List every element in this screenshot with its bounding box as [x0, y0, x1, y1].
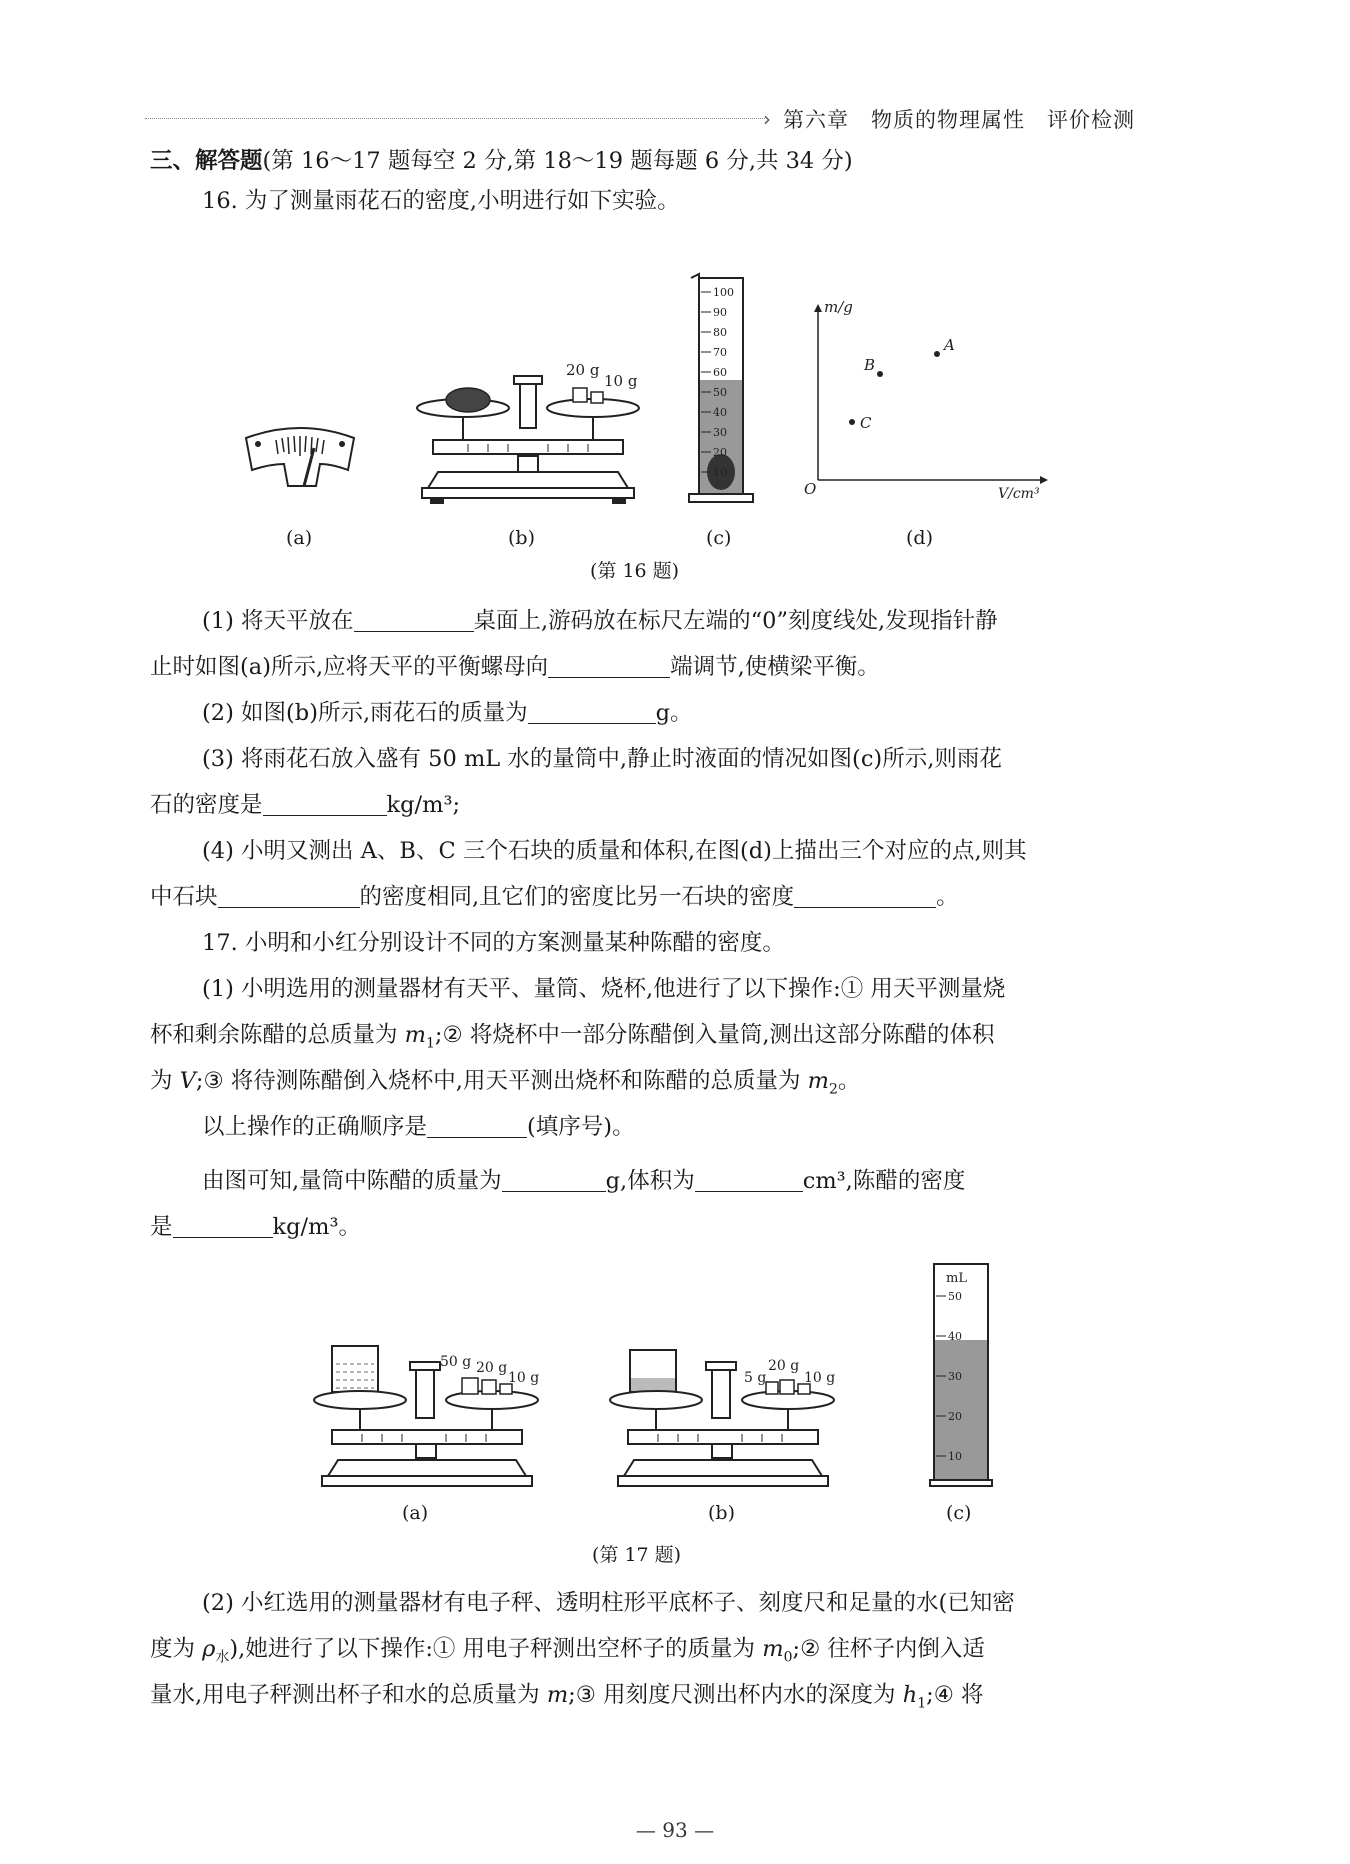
- q17-p2-text-c: ;② 往杯子内倒入适: [792, 1636, 985, 1662]
- q16-graph-origin: O: [804, 480, 817, 498]
- q16-graph-xlabel: V/cm³: [998, 486, 1040, 502]
- q17-p2-text-e: ;③ 用刻度尺测出杯内水的深度为: [568, 1682, 903, 1708]
- q16-blank-6[interactable]: [794, 885, 936, 908]
- q16-stem: 16. 为了测量雨花石的密度,小明进行如下实验。: [202, 188, 680, 214]
- q16-p1-text-b: 桌面上,游码放在标尺左端的“0”刻度线处,发现指针静: [473, 608, 998, 634]
- q16-cyl-tick-label-90: 90: [713, 306, 727, 319]
- q16-point-c-label: C: [860, 414, 872, 432]
- q16-fig-c-label: (c): [706, 527, 732, 549]
- q17-part1-line1: (1) 小明选用的测量器材有天平、量筒、烧杯,他进行了以下操作:① 用天平测量烧: [202, 976, 1006, 1002]
- q16-point-a-label: A: [944, 336, 955, 354]
- q16-p1-text-d: 端调节,使横梁平衡。: [670, 654, 880, 680]
- q16-blank-2[interactable]: [548, 655, 670, 678]
- q17-cyl-unit: mL: [946, 1271, 967, 1286]
- q17-cyl-tick-label-20: 20: [948, 1410, 962, 1423]
- q16-point-a: [934, 351, 940, 357]
- q17-var-m0: m: [762, 1636, 784, 1662]
- q17b-weight-5g: 5 g: [744, 1370, 767, 1386]
- q16-part3-line2: [150, 790, 1150, 820]
- q17-result-line1: [202, 1166, 1150, 1196]
- q16-part3-line1: (3) 将雨花石放入盛有 50 mL 水的量筒中,静止时液面的情况如图(c)所示,则雨花: [202, 746, 1002, 772]
- q16-fig-d-label: (d): [906, 527, 933, 549]
- q17-res-text-b: g,体积为: [605, 1168, 695, 1194]
- q17-res-text-c: cm³,陈醋的密度: [802, 1168, 966, 1194]
- q17-order-text-b: (填序号)。: [527, 1114, 635, 1140]
- q16-blank-4[interactable]: [263, 793, 387, 816]
- q17-var-rho: ρ: [202, 1636, 216, 1662]
- q16-fig-a-label: (a): [286, 527, 313, 549]
- q17-part1-line2: [150, 1020, 1150, 1059]
- q17-fig-b-label: (b): [708, 1502, 735, 1524]
- q17-res-text-e: kg/m³。: [272, 1214, 361, 1240]
- q16-cyl-tick-label-100: 100: [713, 286, 734, 299]
- q16-cyl-tick-label-40: 40: [713, 406, 727, 419]
- q16-point-b: [877, 371, 883, 377]
- q16-fig-d-graph: [798, 298, 1058, 504]
- q17a-weight-20g: 20 g: [476, 1360, 508, 1376]
- q16-point-c: [849, 419, 855, 425]
- q17-fig-b-balance: [608, 1342, 848, 1492]
- q17-order-text-a: 以上操作的正确顺序是: [202, 1114, 428, 1140]
- q17-var-m1-sub: 1: [426, 1035, 435, 1052]
- q17-cyl-tick-label-10: 10: [948, 1450, 962, 1463]
- q17-p2-text-a: 度为: [150, 1636, 203, 1662]
- q17-fig-a-balance: [312, 1342, 552, 1492]
- q17-part2-line2: [150, 1634, 1150, 1673]
- q16-p1-text-c: 止时如图(a)所示,应将天平的平衡螺母向: [150, 654, 549, 680]
- q17-cyl-tick-label-30: 30: [948, 1370, 962, 1383]
- q17-cyl-tick-label-50: 50: [948, 1290, 962, 1303]
- q16-part2: [202, 698, 1150, 728]
- section-title: 三、解答题: [150, 148, 263, 174]
- q16-cyl-tick-label-60: 60: [713, 366, 727, 379]
- q16-fig-b-label: (b): [508, 527, 535, 549]
- q17-fig-a-label: (a): [402, 1502, 429, 1524]
- q16-p3-text-a: 石的密度是: [150, 792, 263, 818]
- q17-res-text-d: 是: [150, 1214, 173, 1240]
- q16-weight-20g: 20 g: [566, 361, 600, 379]
- q16-p2-text-b: g。: [655, 700, 693, 726]
- q16-fig-b-balance: [408, 360, 648, 505]
- page-number: — 93 —: [635, 1818, 715, 1842]
- q17a-weight-10g: 10 g: [508, 1370, 540, 1386]
- q17-var-V: V: [179, 1068, 196, 1094]
- q16-cyl-tick-label-70: 70: [713, 346, 727, 359]
- header-rule: [145, 118, 765, 119]
- q16-cyl-tick-label-80: 80: [713, 326, 727, 339]
- q16-p1-text-a: (1) 将天平放在: [202, 608, 354, 634]
- q16-cyl-tick-label-50: 50: [713, 386, 727, 399]
- q17-var-m1: m: [404, 1022, 426, 1048]
- q17-var-h1: h: [902, 1682, 918, 1708]
- q16-blank-3[interactable]: [528, 701, 656, 724]
- q17-cyl-tick-label-40: 40: [948, 1330, 962, 1343]
- q17-p2-text-f: ;④ 将: [926, 1682, 984, 1708]
- q17b-weight-10g: 10 g: [804, 1370, 836, 1386]
- q17-fig-c-cylinder: [926, 1260, 996, 1488]
- q17-res-text-a: 由图可知,量筒中陈醋的质量为: [202, 1168, 502, 1194]
- q16-fig-a-pointer-scale: [240, 418, 360, 518]
- q17-p2-text-d: 量水,用电子秤测出杯子和水的总质量为: [150, 1682, 547, 1708]
- q16-p4-text-c: 。: [936, 884, 959, 910]
- q17-stem: 17. 小明和小红分别设计不同的方案测量某种陈醋的密度。: [202, 930, 785, 956]
- q17-var-m0-sub: 0: [783, 1649, 793, 1666]
- header-arrow-icon: ›: [763, 107, 771, 131]
- q16-fig-c-cylinder: [683, 272, 755, 504]
- running-header: [145, 98, 1135, 138]
- q16-cyl-tick-label-20: 20: [713, 446, 727, 459]
- q17a-weight-50g: 50 g: [440, 1354, 472, 1370]
- q17-result-line2: [150, 1212, 1150, 1242]
- q17-var-rho-sub: 水: [215, 1649, 230, 1666]
- q16-fig-caption: (第 16 题): [590, 560, 680, 582]
- q16-p2-text-a: (2) 如图(b)所示,雨花石的质量为: [202, 700, 528, 726]
- q17-order: [202, 1112, 1150, 1142]
- q17-fig-caption: (第 17 题): [592, 1544, 682, 1566]
- q16-part1-line2: [150, 652, 1150, 682]
- q17-p1-text-b: ;② 将烧杯中一部分陈醋倒入量筒,测出这部分陈醋的体积: [434, 1022, 995, 1048]
- q16-point-b-label: B: [864, 356, 876, 374]
- q17-part2-line3: [150, 1680, 1150, 1719]
- q16-part4-line1: (4) 小明又测出 A、B、C 三个石块的质量和体积,在图(d)上描出三个对应的点,则其: [202, 838, 1027, 864]
- q17-p1-text-a: 杯和剩余陈醋的总质量为: [150, 1022, 405, 1048]
- q16-p4-text-b: 的密度相同,且它们的密度比另一石块的密度: [359, 884, 795, 910]
- q17-var-h1-sub: 1: [917, 1695, 927, 1712]
- q17-p1-text-e: 。: [837, 1068, 861, 1094]
- q16-p4-text-a: 中石块: [150, 884, 218, 910]
- header-title: 第六章 物质的物理属性 评价检测: [783, 108, 1135, 132]
- q16-part1-line1: [202, 606, 1150, 636]
- q16-graph-ylabel: m/g: [824, 298, 853, 316]
- q17b-weight-20g: 20 g: [768, 1358, 800, 1374]
- q17-part1-line3: [150, 1066, 1150, 1105]
- q16-blank-1[interactable]: [354, 609, 474, 632]
- q17-p1-text-c: 为: [150, 1068, 180, 1094]
- q16-weight-10g: 10 g: [604, 372, 638, 390]
- q16-part4-line2: [150, 882, 1150, 912]
- q17-blank-4[interactable]: [173, 1215, 273, 1238]
- q17-part2-line1: (2) 小红选用的测量器材有电子秤、透明柱形平底杯子、刻度尺和足量的水(已知密: [202, 1590, 1015, 1616]
- q17-blank-3[interactable]: [695, 1169, 803, 1192]
- section-note: (第 16～17 题每空 2 分,第 18～19 题每题 6 分,共 34 分): [262, 148, 853, 174]
- q16-p3-text-b: kg/m³;: [386, 792, 461, 818]
- q17-fig-c-label: (c): [946, 1502, 972, 1524]
- q17-var-m2: m: [807, 1068, 829, 1094]
- q16-cyl-tick-label-10: 10: [713, 466, 727, 479]
- q16-cyl-tick-label-30: 30: [713, 426, 727, 439]
- q17-var-m2-sub: 2: [828, 1081, 838, 1098]
- q16-blank-5[interactable]: [218, 885, 360, 908]
- q17-blank-2[interactable]: [502, 1169, 606, 1192]
- q17-var-m: m: [546, 1682, 569, 1708]
- section-heading: [150, 146, 1150, 176]
- q17-p2-text-b: ),她进行了以下操作:① 用电子秤测出空杯子的质量为: [229, 1636, 763, 1662]
- q17-p1-text-d: ;③ 将待测陈醋倒入烧杯中,用天平测出烧杯和陈醋的总质量为: [195, 1068, 808, 1094]
- q17-blank-1[interactable]: [427, 1115, 527, 1138]
